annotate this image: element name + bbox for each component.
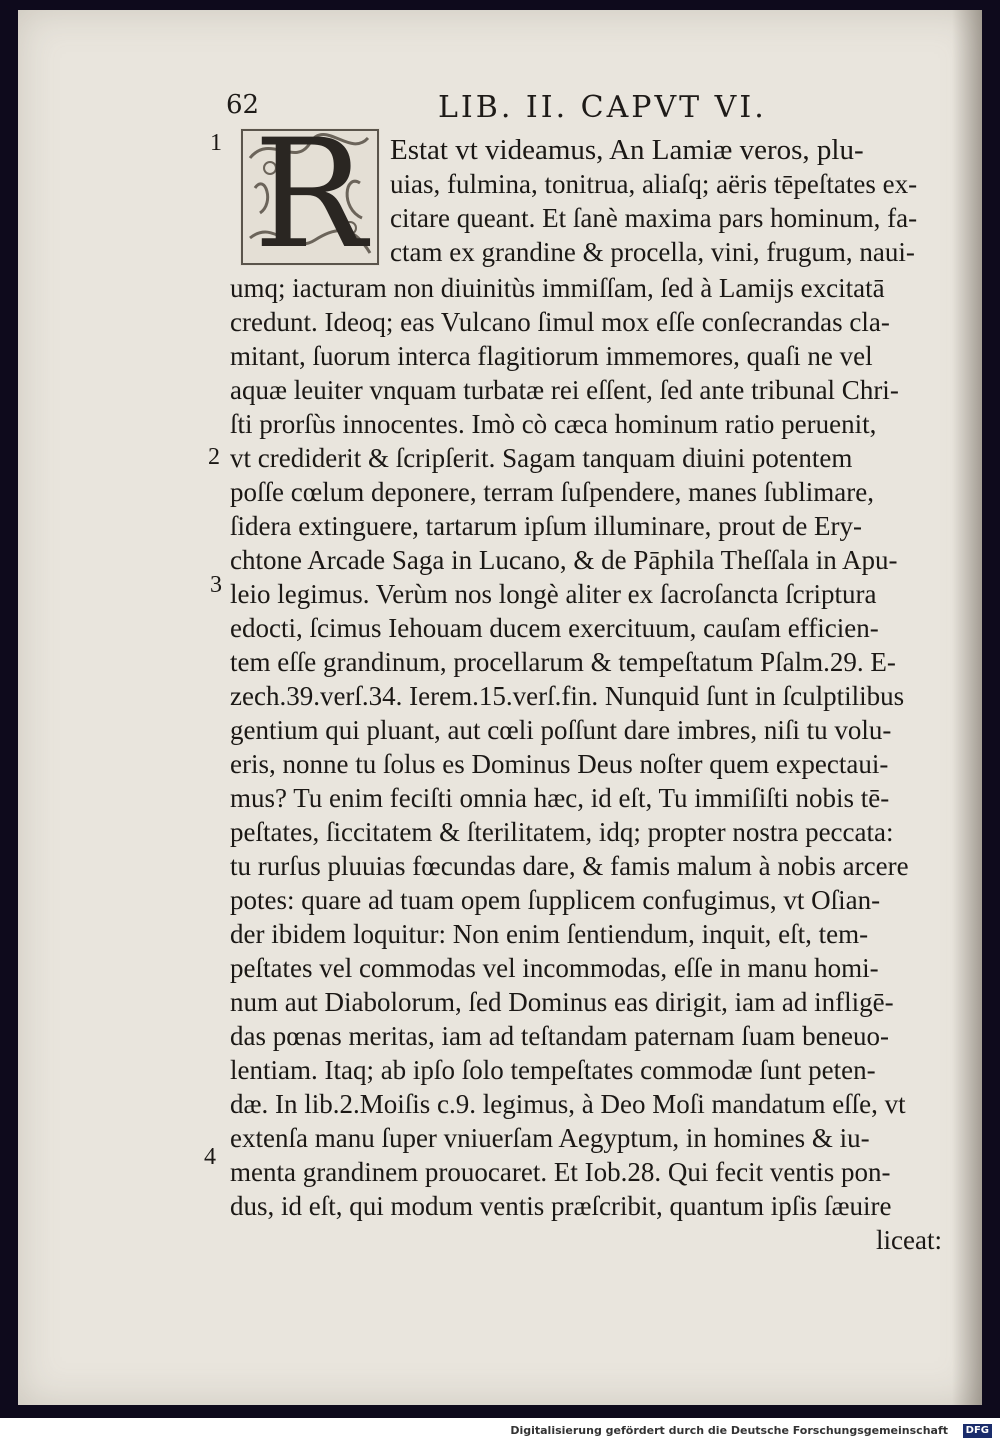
- dfg-logo: DFG: [963, 1424, 992, 1438]
- text-line: eris, nonne tu ſolus es Dominus Deus noſter quem expectaui-: [230, 749, 889, 779]
- marginal-number: 4: [204, 1144, 216, 1170]
- text-line: menta grandinem prouocaret. Et Iob.28. Qui fecit ventis pon-: [230, 1157, 891, 1187]
- text-line: ctam ex grandine & procella, vini, frugum, naui-: [390, 237, 915, 267]
- text-line: dus, id eſt, qui modum ventis præſcribit, quantum ipſis ſæuire: [230, 1191, 892, 1221]
- text-line: credunt. Ideoq; eas Vulcano ſimul mox eſſe conſecrandas cla-: [230, 307, 890, 337]
- marginal-number: 2: [208, 444, 220, 470]
- decorated-initial: [240, 108, 380, 282]
- text-line: mus? Tu enim feciſti omnia hæc, id eſt, Tu immiſiſti nobis tē-: [230, 783, 890, 813]
- chapter-heading: LIB. II. CAPVT VI.: [438, 90, 767, 125]
- text-line: num aut Diabolorum, ſed Dominus eas dirigit, iam ad infligē-: [230, 987, 894, 1017]
- text-line: poſſe cœlum deponere, terram ſuſpendere, manes ſublimare,: [230, 477, 875, 507]
- text-line: das pœnas meritas, iam ad teſtandam paternam ſuam beneuo-: [230, 1021, 890, 1051]
- book-page: [18, 10, 982, 1405]
- page-number: 62: [226, 90, 260, 120]
- catchword: liceat:: [876, 1225, 942, 1255]
- text-line: mitant, ſuorum interca flagitiorum immemores, quaſi ne vel: [230, 341, 873, 371]
- funding-footer: [0, 1418, 1000, 1445]
- text-line: tu rurſus pluuias fœcundas dare, & famis malum à nobis arcere: [230, 851, 909, 881]
- text-line: potes: quare ad tuam opem ſupplicem confugimus, vt Oſian-: [230, 885, 881, 915]
- initial-letter: R: [253, 108, 367, 282]
- text-line: tem eſſe grandinum, procellarum & tempeſtatum Pſalm.29. E-: [230, 647, 896, 677]
- text-line: chtone Arcade Saga in Lucano, & de Pāphila Theſſala in Apu-: [230, 545, 898, 575]
- text-line: zech.39.verſ.34. Ierem.15.verſ.fin. Nunquid ſunt in ſculptilibus: [230, 681, 905, 711]
- text-line: ſti prorſùs innocentes. Imò cò cæca hominum ratio peruenit,: [230, 409, 877, 439]
- text-line: lentiam. Itaq; ab ipſo ſolo tempeſtates commodæ ſunt peten-: [230, 1055, 876, 1085]
- text-line: edocti, ſcimus Iehouam ducem exercituum, cauſam efficien-: [230, 613, 879, 643]
- text-line: peſtates vel commodas vel incommodas, eſſe in manu homi-: [230, 953, 879, 983]
- text-line: aquæ leuiter vnquam turbatæ rei eſſent, ſed ante tribunal Chri-: [230, 375, 899, 405]
- text-line: ſidera extinguere, tartarum ipſum illuminare, prout de Ery-: [230, 511, 863, 541]
- text-line: umq; iacturam non diuinitùs immiſſam, ſed à Lamijs excitatā: [230, 273, 885, 303]
- text-line: peſtates, ſiccitatem & ſterilitatem, idq; propter nostra peccata:: [230, 817, 894, 847]
- text-line: dæ. In lib.2.Moiſis c.9. legimus, à Deo Moſi mandatum eſſe, vt: [230, 1089, 906, 1119]
- text-line: extenſa manu ſuper vniuerſam Aegyptum, in homines & iu-: [230, 1123, 870, 1153]
- text-line: vt crediderit & ſcripſerit. Sagam tanquam diuini potentem: [230, 443, 853, 473]
- marginal-number: 1: [210, 130, 222, 156]
- text-line: leio legimus. Verùm nos longè aliter ex ſacroſanctа ſcriptura: [230, 579, 877, 609]
- running-head: [18, 90, 982, 130]
- text-line: der ibidem loquitur: Non enim ſentiendum, inquit, eſt, tem-: [230, 919, 869, 949]
- text-line: Estat vt videamus, An Lamiæ veros, plu-: [390, 134, 864, 166]
- text-line: uias, fulmina, tonitrua, aliaſq; aëris tēpeſtates ex-: [390, 169, 918, 199]
- funding-notice: Digitalisierung gefördert durch die Deutsche Forschungsgemeinschaft: [510, 1424, 948, 1437]
- text-line: gentium qui pluant, aut cœli poſſunt dare imbres, niſi tu volu-: [230, 715, 892, 745]
- text-line: citare queant. Et ſanè maxima pars hominum, fa-: [390, 203, 918, 233]
- marginal-number: 3: [210, 572, 222, 598]
